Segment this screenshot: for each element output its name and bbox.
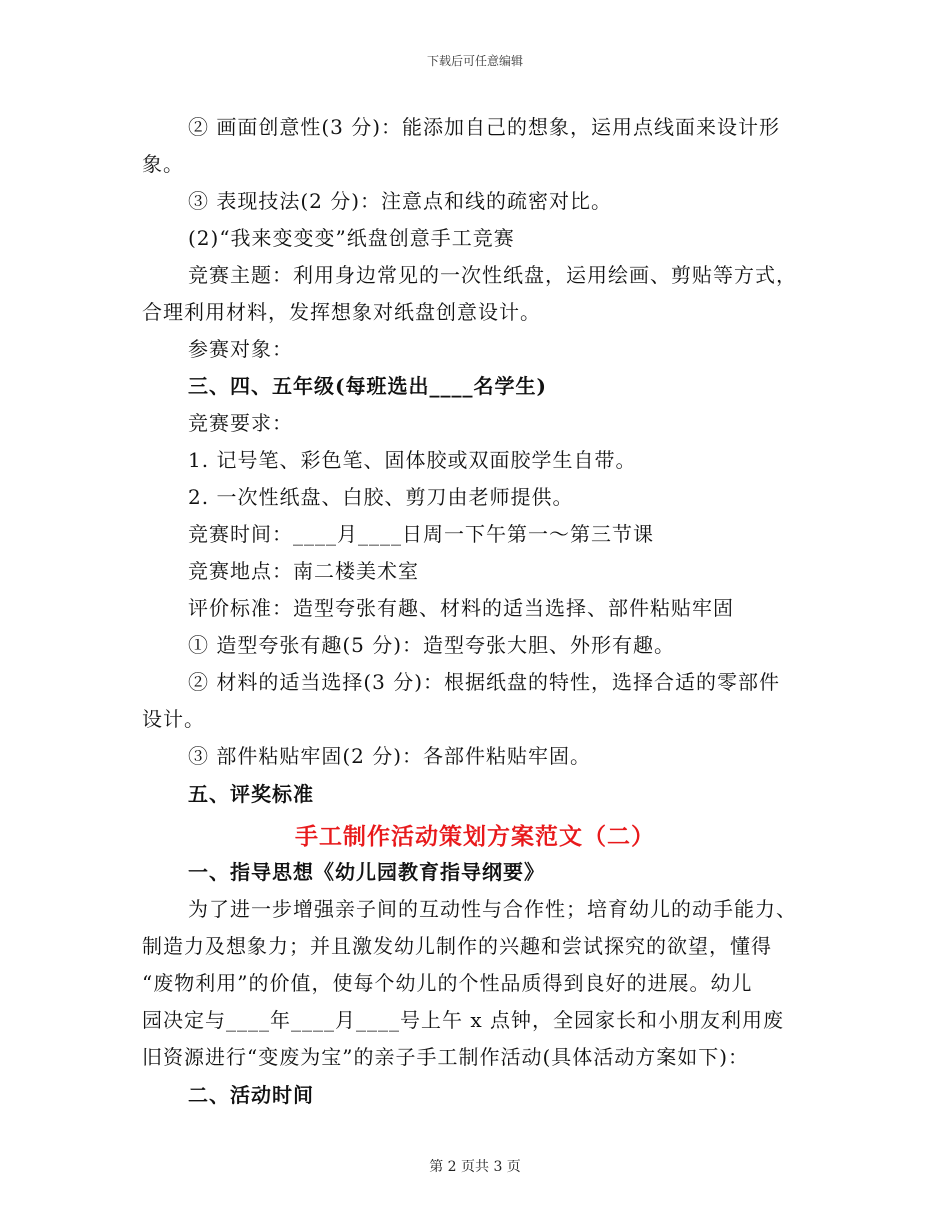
text-line: 园决定与____年____月____号上午 x 点钟，全园家长和小朋友利用废 [142, 1008, 784, 1032]
text-line: 象。 [142, 152, 184, 176]
section-title: 手工制作活动策划方案范文（二） [295, 823, 655, 850]
text-line: 为了进一步增强亲子间的互动性与合作性；培育幼儿的动手能力、 [188, 897, 797, 921]
text-line: 制造力及想象力；并且激发幼儿制作的兴趣和尝试探究的欲望，懂得 [142, 934, 772, 958]
text-line: 竞赛时间：____月____日周一下午第一～第三节课 [188, 522, 654, 546]
text-line: ① 造型夸张有趣(5 分)：造型夸张大胆、外形有趣。 [188, 633, 676, 657]
text-line: 竞赛主题：利用身边常见的一次性纸盘，运用绘画、剪贴等方式， [188, 263, 797, 287]
text-line: 2. 一次性纸盘、白胶、剪刀由老师提供。 [188, 485, 574, 509]
text-line: 竞赛地点：南二楼美术室 [188, 559, 419, 583]
text-line: 评价标准：造型夸张有趣、材料的适当选择、部件粘贴牢固 [188, 596, 734, 620]
text-line: ③ 表现技法(2 分)：注意点和线的疏密对比。 [188, 189, 613, 213]
page-footer: 第 2 页共 3 页 [429, 1159, 521, 1175]
page-header: 下载后可任意编辑 [426, 54, 523, 68]
text-line: ② 材料的适当选择(3 分)：根据纸盘的特性，选择合适的零部件 [188, 670, 781, 694]
text-line: ② 画面创意性(3 分)：能添加自己的想象，运用点线面来设计形 [188, 115, 781, 139]
heading-line: 二、活动时间 [188, 1083, 314, 1107]
text-line: 1. 记号笔、彩色笔、固体胶或双面胶学生自带。 [188, 448, 637, 472]
heading-line: 三、四、五年级(每班选出____名学生) [188, 374, 547, 398]
text-line: 合理利用材料，发挥想象对纸盘创意设计。 [142, 300, 541, 324]
text-line: 旧资源进行“变废为宝”的亲子手工制作活动(具体活动方案如下)： [142, 1045, 750, 1069]
text-line: ③ 部件粘贴牢固(2 分)：各部件粘贴牢固。 [188, 744, 592, 768]
text-line: 参赛对象： [188, 337, 293, 361]
text-line: 设计。 [142, 707, 205, 731]
heading-line: 五、评奖标准 [188, 782, 314, 806]
heading-line: 一、指导思想《幼儿园教育指导纲要》 [188, 860, 545, 884]
text-line: 竞赛要求： [188, 411, 293, 435]
text-line: (2)“我来变变变”纸盘创意手工竞赛 [188, 226, 515, 250]
text-line: “废物利用”的价值，使每个幼儿的个性品质得到良好的进展。幼儿 [142, 971, 753, 995]
